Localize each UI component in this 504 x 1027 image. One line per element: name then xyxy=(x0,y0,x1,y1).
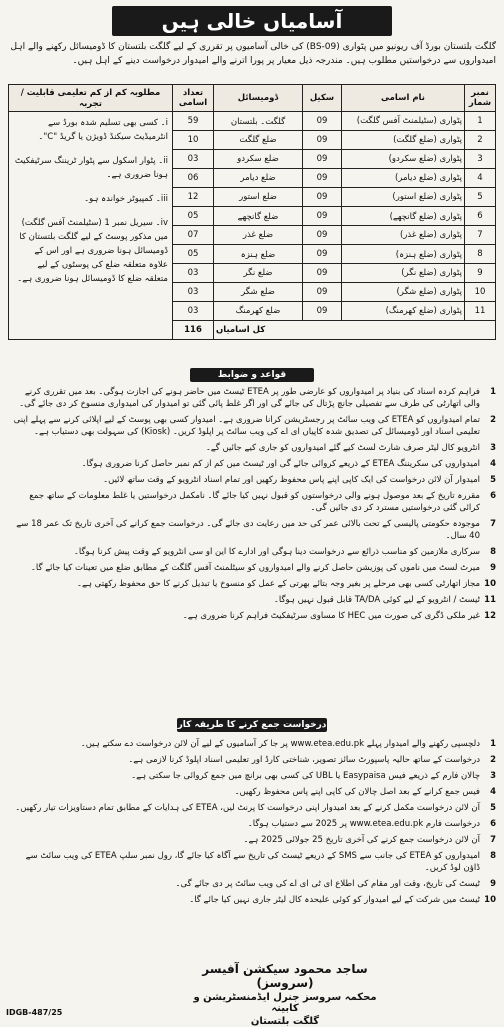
cell-post-name: پٹواری (ضلع غذر) xyxy=(342,226,465,245)
cell-scale: 09 xyxy=(303,112,342,131)
col-header-post: نام اسامی xyxy=(342,85,465,112)
cell-serial: 1 xyxy=(465,112,496,131)
cell-domicile: ضلع کھرمنگ xyxy=(214,302,303,321)
rule-item xyxy=(8,562,496,574)
officer-name: ساجد محمود سیکشن آفیسر (سروسز) xyxy=(202,962,368,990)
col-header-serial: نمبر شمار xyxy=(465,85,496,112)
cell-count: 03 xyxy=(173,302,214,321)
apply-step-text: دلچسپی رکھنے والے امیدوار پہلے www.etea.edu.pk پر جا کر آسامیوں کے لیے آن لائن درخواست دے سکتے ہیں۔ xyxy=(80,739,480,749)
qualification-item: iv۔ سیریل نمبر 1 (سٹیلمنٹ آفس گلگت) میں مذکور پوسٹ کے لیے گلگت بلتستان کا ڈومیسائل ہونا ضروری ہے اور اس کے علاوہ متعلقہ ضلع کی پوسٹوں کے لیے متعلقہ ضلع کا ڈومیسائل ہونا ضروری ہے۔ xyxy=(17,218,168,284)
rule-item-number: 10 xyxy=(484,579,496,589)
cell-domicile: ضلع گلگت xyxy=(214,131,303,150)
rule-item xyxy=(8,414,496,438)
rule-item-number: 3 xyxy=(490,443,496,453)
qualification-item: i۔ کسی بھی تسلیم شدہ بورڈ سے انٹرمیڈیٹ سیکنڈ ڈویژن یا گریڈ "C"۔ xyxy=(38,118,168,142)
rule-item-text: موجودہ حکومتی پالیسی کے تحت بالائی عمر کی حد میں رعایت دی جائے گی۔ درخواست جمع کرانے کی آخری تاریخ تک عمر 18 سے 40 سال۔ xyxy=(16,519,480,541)
cell-scale: 09 xyxy=(303,207,342,226)
rule-item-text: تمام امیدواروں کو ETEA کی ویب سائٹ پر رجسٹریشن کرانا ضروری ہے۔ امیدوار کسی بھی پوسٹ کے لیے اپلائی کرنے سے پہلے اپنی تعلیمی اسناد اور ڈومیسائل کی تصدیق شدہ کاپیاں ای اے کی ویب سائٹ پر اپلوڈ کریں۔ (Kiosk) کی سہولت بھی دستیاب ہے۔ xyxy=(13,415,480,437)
apply-step xyxy=(8,770,496,782)
apply-step xyxy=(8,786,496,798)
apply-step-number: 9 xyxy=(490,879,496,889)
rule-item-text: مقررہ تاریخ کے بعد موصول ہونے والی درخواستوں کو قبول نہیں کیا جائے گا۔ نامکمل درخواستیں یا غلط معلومات کے ساتھ جمع کرائی گئی درخواستیں مسترد کر دی جائیں گی۔ xyxy=(29,491,480,513)
rule-item-number: 7 xyxy=(490,519,496,529)
apply-step-text: فیس جمع کرانے کے بعد اصل چالان کی کاپی اپنے پاس محفوظ رکھیں۔ xyxy=(234,787,480,797)
apply-step-number: 1 xyxy=(490,739,496,749)
cell-serial: 10 xyxy=(465,283,496,302)
total-count: 116 xyxy=(173,321,214,340)
rule-item-text: مجاز اتھارٹی کسی بھی مرحلے پر بغیر وجہ بتائے بھرتی کے عمل کو منسوخ یا تبدیل کرنے کا حق محفوظ رکھتی ہے۔ xyxy=(77,579,480,589)
apply-step-text: ٹیسٹ کی تاریخ، وقت اور مقام کی اطلاع ای ٹی ای اے کی ویب سائٹ پر دی جائے گی۔ xyxy=(175,879,480,889)
cell-domicile: ضلع استور xyxy=(214,188,303,207)
cell-serial: 5 xyxy=(465,188,496,207)
cell-post-name: پٹواری (ضلع ہنزہ) xyxy=(342,245,465,264)
posts-table xyxy=(8,84,496,340)
rule-item-text: سرکاری ملازمین کو مناسب ذرائع سے درخواست دینا ہوگی اور ادارے کا این او سی انٹرویو کے وقت پیش کرنا ہوگا۔ xyxy=(73,547,480,557)
rule-item-text: غیر ملکی ڈگری کی صورت میں HEC کا مساوی سرٹیفکیٹ فراہم کرنا ضروری ہے۔ xyxy=(182,611,480,621)
apply-step xyxy=(8,878,496,890)
rule-item-number: 8 xyxy=(490,547,496,557)
apply-step xyxy=(8,754,496,766)
apply-step-number: 5 xyxy=(490,803,496,813)
rule-item-text: فراہم کردہ اسناد کی بنیاد پر امیدواروں کو عارضی طور پر ETEA ٹیسٹ میں حاضر ہونے کی اجازت ہوگی۔ بعد میں تقرری کرنے والی اتھارٹی کی طرف سے تفصیلی جانچ پڑتال کی جائے گی اور اگر غلط پائی گئی تو امیدوار کی امیدواری منسوخ کر دی جائے گی۔ xyxy=(19,387,480,409)
cell-post-name: پٹواری (ضلع کھرمنگ) xyxy=(342,302,465,321)
apply-step-text: چالان فارم کے ذریعے فیس Easypaisa یا UBL کی کسی بھی برانچ میں جمع کروائی جا سکتی ہے۔ xyxy=(131,771,480,781)
rule-item-number: 11 xyxy=(484,595,496,605)
cell-post-name: پٹواری (ضلع استور) xyxy=(342,188,465,207)
reference-number: IDGB-487/25 xyxy=(6,1008,63,1017)
qualification-item: ii۔ پٹوار اسکول سے پٹوار ٹریننگ سرٹیفکیٹ ہونا ضروری ہے۔ xyxy=(14,156,168,180)
cell-count: 12 xyxy=(173,188,214,207)
cell-count: 59 xyxy=(173,112,214,131)
cell-scale: 09 xyxy=(303,302,342,321)
cell-serial: 8 xyxy=(465,245,496,264)
apply-step xyxy=(8,818,496,830)
apply-step-number: 3 xyxy=(490,771,496,781)
cell-post-name: پٹواری (ضلع سکردو) xyxy=(342,150,465,169)
apply-step-text: درخواست فارم www.etea.edu.pk پر 2025 سے دستیاب ہوگا۔ xyxy=(247,819,480,829)
cell-post-name: پٹواری (ضلع گانچھے) xyxy=(342,207,465,226)
apply-step xyxy=(8,834,496,846)
apply-step-text: آن لائن درخواست مکمل کرنے کے بعد امیدوار اپنی درخواست کا پرنٹ لیں، ETEA کی ہدایات کے مطابق تمام دستاویزات تیار رکھیں۔ xyxy=(15,803,480,813)
cell-domicile: ضلع شگر xyxy=(214,283,303,302)
apply-section-header: درخواست جمع کرنے کا طریقہ کار xyxy=(177,720,327,730)
apply-step-number: 4 xyxy=(490,787,496,797)
cell-post-name: پٹواری (ضلع شگر) xyxy=(342,283,465,302)
rule-item-number: 5 xyxy=(490,475,496,485)
apply-step-text: درخواست کے ساتھ حالیہ پاسپورٹ سائز تصویر، شناختی کارڈ اور تعلیمی اسناد اپلوڈ کرنا لازمی ہے۔ xyxy=(128,755,480,765)
cell-domicile: گلگت۔ بلتستان xyxy=(214,112,303,131)
col-header-qualification: مطلوبہ کم از کم تعلیمی قابلیت / تجربہ xyxy=(9,85,173,112)
cell-count: 10 xyxy=(173,131,214,150)
rule-item-number: 6 xyxy=(490,491,496,501)
rule-item-number: 12 xyxy=(484,611,496,621)
apply-step-number: 7 xyxy=(490,835,496,845)
cell-post-name: پٹواری (ضلع دیامر) xyxy=(342,169,465,188)
cell-scale: 09 xyxy=(303,188,342,207)
cell-scale: 09 xyxy=(303,150,342,169)
rule-item xyxy=(8,518,496,542)
cell-count: 03 xyxy=(173,150,214,169)
apply-step xyxy=(8,802,496,814)
cell-scale: 09 xyxy=(303,245,342,264)
rule-item xyxy=(8,546,496,558)
cell-post-name: پٹواری (ضلع نگر) xyxy=(342,264,465,283)
cell-scale: 09 xyxy=(303,283,342,302)
apply-step-number: 10 xyxy=(484,895,496,905)
cell-scale: 09 xyxy=(303,131,342,150)
cell-count: 06 xyxy=(173,169,214,188)
cell-post-name: پٹواری (ضلع گلگت) xyxy=(342,131,465,150)
apply-step-number: 8 xyxy=(490,851,496,861)
rule-item xyxy=(8,490,496,514)
page-title: آسامیاں خالی ہیں xyxy=(112,6,392,36)
rule-item xyxy=(8,610,496,622)
cell-count: 03 xyxy=(173,283,214,302)
cell-count: 05 xyxy=(173,207,214,226)
apply-step-number: 2 xyxy=(490,755,496,765)
apply-step-number: 6 xyxy=(490,819,496,829)
cell-count: 05 xyxy=(173,245,214,264)
cell-domicile: ضلع سکردو xyxy=(214,150,303,169)
cell-domicile: ضلع دیامر xyxy=(214,169,303,188)
cell-serial: 4 xyxy=(465,169,496,188)
department-name: محکمہ سروسز جنرل ایڈمنسٹریشن و کابینہ xyxy=(193,992,377,1014)
cell-scale: 09 xyxy=(303,226,342,245)
cell-serial: 7 xyxy=(465,226,496,245)
cell-count: 03 xyxy=(173,264,214,283)
cell-scale: 09 xyxy=(303,264,342,283)
rule-item xyxy=(8,594,496,606)
rule-item-text: میرٹ لسٹ میں ناموں کی پوزیشن حاصل کرنے والے امیدواروں کو سیٹلمنٹ آفس گلگت کے مطابق ضلع میں تعینات کیا جائے گا۔ xyxy=(30,563,480,573)
rule-item-number: 4 xyxy=(490,459,496,469)
rule-item xyxy=(8,458,496,470)
apply-step-text: ٹیسٹ میں شرکت کے لیے امیدوار کو کوئی علیحدہ کال لیٹر جاری نہیں کیا جائے گا۔ xyxy=(189,895,480,905)
cell-serial: 3 xyxy=(465,150,496,169)
cell-serial: 2 xyxy=(465,131,496,150)
cell-domicile: ضلع غذر xyxy=(214,226,303,245)
qualification-cell xyxy=(9,112,173,340)
intro-paragraph: گلگت بلتستان بورڈ آف ریونیو میں پٹواری (BS-09) کی خالی آسامیوں پر تقرری کے لیے گلگت بلتستان کا ڈومیسائل رکھنے والے اہل امیدواروں سے درخواستیں مطلوب ہیں۔ مندرجہ ذیل معیار پر پورا اترنے والے امیدوار درخواست دینے کے اہل ہیں۔ xyxy=(10,42,496,66)
rule-item xyxy=(8,578,496,590)
rule-item xyxy=(8,474,496,486)
rule-item-text: انٹرویو کال لیٹر صرف شارٹ لسٹ کیے گئے امیدواروں کو جاری کیے جائیں گے۔ xyxy=(205,443,480,453)
cell-scale: 09 xyxy=(303,169,342,188)
rules-list xyxy=(8,386,496,626)
rule-item-number: 9 xyxy=(490,563,496,573)
cell-serial: 11 xyxy=(465,302,496,321)
cell-serial: 6 xyxy=(465,207,496,226)
rule-item-text: امیدواروں کی سکریننگ ETEA کے ذریعے کروائی جائے گی اور ٹیسٹ میں کم از کم نمبر حاصل کرنا ضروری ہوگا۔ xyxy=(81,459,480,469)
apply-step-text: امیدواروں کو ETEA کی جانب سے SMS کے ذریعے ٹیسٹ کی تاریخ سے آگاہ کیا جائے گا، رول نمبر سلپ ETEA کی ویب سائٹ سے ڈاؤن لوڈ کریں۔ xyxy=(25,851,480,873)
rule-item xyxy=(8,386,496,410)
table-header-row xyxy=(9,85,496,112)
apply-step xyxy=(8,894,496,906)
cell-domicile: ضلع ہنزہ xyxy=(214,245,303,264)
cell-count: 07 xyxy=(173,226,214,245)
col-header-domicile: ڈومیسائل xyxy=(214,85,303,112)
total-label: کل اسامیاں xyxy=(214,321,496,340)
apply-step xyxy=(8,850,496,874)
rule-item-text: امیدوار آن لائن درخواست کی ایک کاپی اپنے پاس محفوظ رکھیں اور تمام اسناد انٹرویو کے وقت ساتھ لائیں۔ xyxy=(103,475,480,485)
table-row xyxy=(9,112,496,131)
cell-domicile: ضلع نگر xyxy=(214,264,303,283)
col-header-count: تعداد اسامی xyxy=(173,85,214,112)
rule-item-text: ٹیسٹ / انٹرویو کے لیے کوئی TA/DA قابل قبول نہیں ہوگا۔ xyxy=(273,595,480,605)
signature-block xyxy=(180,962,390,1027)
apply-step-text: آن لائن درخواست جمع کرنے کی آخری تاریخ 25 جولائی 2025 ہے۔ xyxy=(243,835,480,845)
location-name: گلگت بلتستان xyxy=(250,1016,320,1027)
rule-item-number: 2 xyxy=(490,415,496,425)
col-header-scale: سکیل xyxy=(303,85,342,112)
qualification-item: iii۔ کمپیوٹر خواندہ ہو۔ xyxy=(84,194,168,204)
cell-domicile: ضلع گانچھے xyxy=(214,207,303,226)
cell-post-name: پٹواری (سٹیلمنٹ آفس گلگت) xyxy=(342,112,465,131)
rules-section-header: قواعد و ضوابط xyxy=(190,368,314,382)
rule-item-number: 1 xyxy=(490,387,496,397)
cell-serial: 9 xyxy=(465,264,496,283)
rule-item xyxy=(8,442,496,454)
apply-list xyxy=(8,738,496,910)
apply-step xyxy=(8,738,496,750)
